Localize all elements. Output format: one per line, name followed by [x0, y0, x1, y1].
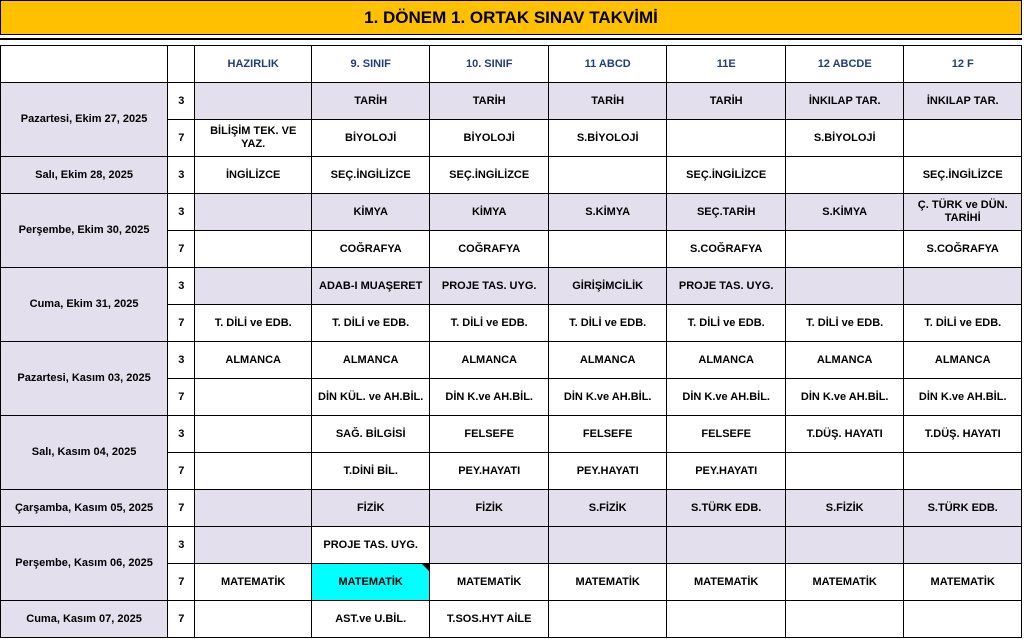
exam-cell[interactable]: T.DÜŞ. HAYATI [904, 416, 1022, 453]
exam-cell[interactable]: PEY.HAYATI [548, 453, 667, 490]
header-row [1, 46, 1022, 83]
date-cell[interactable]: Pazartesi, Kasım 03, 2025 [1, 342, 168, 416]
header-slot [168, 46, 195, 83]
column-header[interactable]: 10. SINIF [430, 46, 549, 83]
exam-cell[interactable] [195, 527, 311, 564]
exam-cell[interactable] [195, 379, 311, 416]
exam-cell[interactable]: DİN K.ve AH.BİL. [785, 379, 904, 416]
column-header[interactable]: 12 ABCDE [785, 46, 904, 83]
exam-cell[interactable] [195, 83, 311, 120]
exam-cell[interactable]: SEÇ.TARİH [667, 194, 786, 231]
exam-cell[interactable]: TARİH [430, 83, 549, 120]
exam-cell[interactable]: S.COĞRAFYA [904, 231, 1022, 268]
schedule-row [1, 194, 1022, 231]
exam-cell[interactable]: T.DÜŞ. HAYATI [785, 416, 904, 453]
exam-cell[interactable] [195, 416, 311, 453]
exam-cell[interactable] [904, 601, 1022, 638]
exam-cell[interactable] [195, 490, 311, 527]
exam-cell[interactable]: MATEMATİK [904, 564, 1022, 601]
slot-cell[interactable]: 7 [168, 564, 195, 601]
exam-cell[interactable] [195, 601, 311, 638]
page-title: 1. DÖNEM 1. ORTAK SINAV TAKVİMİ [0, 0, 1022, 35]
exam-cell[interactable]: S.BİYOLOJİ [785, 120, 904, 157]
exam-cell[interactable]: S.KİMYA [785, 194, 904, 231]
slot-cell[interactable]: 3 [168, 83, 195, 120]
date-cell[interactable]: Pazartesi, Ekim 27, 2025 [1, 83, 168, 157]
exam-cell[interactable]: T.DİNİ BİL. [311, 453, 430, 490]
slot-cell[interactable]: 3 [168, 342, 195, 379]
date-cell[interactable]: Cuma, Ekim 31, 2025 [1, 268, 168, 342]
exam-cell[interactable]: ALMANCA [195, 342, 311, 379]
exam-cell[interactable]: TARİH [311, 83, 430, 120]
schedule-row [1, 490, 1022, 527]
exam-cell[interactable]: T. DİLİ ve EDB. [785, 305, 904, 342]
exam-cell[interactable]: ALMANCA [430, 342, 549, 379]
exam-cell[interactable]: AST.ve U.BİL. [311, 601, 430, 638]
exam-cell[interactable]: GİRİŞİMCİLİK [548, 268, 667, 305]
title-divider [0, 38, 1022, 40]
exam-cell[interactable]: PROJE TAS. UYG. [311, 527, 430, 564]
slot-cell[interactable]: 7 [168, 379, 195, 416]
slot-cell[interactable]: 3 [168, 527, 195, 564]
exam-cell[interactable]: İNKILAP TAR. [785, 83, 904, 120]
date-cell[interactable]: Salı, Kasım 04, 2025 [1, 416, 168, 490]
slot-cell[interactable]: 7 [168, 601, 195, 638]
schedule-row [1, 416, 1022, 453]
exam-cell[interactable]: FELSEFE [548, 416, 667, 453]
exam-cell[interactable] [548, 157, 667, 194]
date-cell[interactable]: Perşembe, Kasım 06, 2025 [1, 527, 168, 601]
slot-cell[interactable]: 7 [168, 120, 195, 157]
exam-cell[interactable]: MATEMATİK [311, 564, 430, 601]
column-header[interactable]: 11E [667, 46, 786, 83]
exam-cell[interactable] [785, 453, 904, 490]
slot-cell[interactable]: 7 [168, 453, 195, 490]
exam-cell[interactable]: S.TÜRK EDB. [667, 490, 786, 527]
exam-cell[interactable]: DİN KÜL. ve AH.BİL. [311, 379, 430, 416]
exam-cell[interactable]: DİN K.ve AH.BİL. [667, 379, 786, 416]
exam-cell[interactable]: S.FİZİK [548, 490, 667, 527]
exam-cell[interactable]: MATEMATİK [195, 564, 311, 601]
slot-cell[interactable]: 3 [168, 194, 195, 231]
exam-cell[interactable]: T. DİLİ ve EDB. [311, 305, 430, 342]
slot-cell[interactable]: 7 [168, 490, 195, 527]
exam-cell[interactable]: T.SOS.HYT AİLE [430, 601, 549, 638]
slot-cell[interactable]: 3 [168, 157, 195, 194]
column-header[interactable]: HAZIRLIK [195, 46, 311, 83]
exam-cell[interactable]: ALMANCA [667, 342, 786, 379]
exam-cell[interactable]: S.COĞRAFYA [667, 231, 786, 268]
exam-cell[interactable]: ALMANCA [904, 342, 1022, 379]
header-corner [1, 46, 168, 83]
exam-cell[interactable] [904, 453, 1022, 490]
exam-cell[interactable]: KİMYA [430, 194, 549, 231]
exam-cell[interactable]: PROJE TAS. UYG. [667, 268, 786, 305]
exam-cell[interactable]: KİMYA [311, 194, 430, 231]
exam-cell[interactable]: S.TÜRK EDB. [904, 490, 1022, 527]
exam-cell[interactable] [785, 157, 904, 194]
exam-cell[interactable] [667, 601, 786, 638]
schedule-row [1, 342, 1022, 379]
exam-cell[interactable] [904, 268, 1022, 305]
column-header[interactable]: 11 ABCD [548, 46, 667, 83]
schedule-row [1, 83, 1022, 120]
exam-cell[interactable]: COĞRAFYA [311, 231, 430, 268]
exam-cell[interactable] [195, 194, 311, 231]
exam-cell[interactable] [548, 527, 667, 564]
exam-cell[interactable] [195, 268, 311, 305]
exam-cell[interactable] [195, 453, 311, 490]
exam-cell[interactable]: T. DİLİ ve EDB. [195, 305, 311, 342]
exam-cell[interactable]: BİYOLOJİ [311, 120, 430, 157]
exam-cell[interactable]: İNKILAP TAR. [904, 83, 1022, 120]
exam-cell[interactable] [785, 601, 904, 638]
exam-cell[interactable]: COĞRAFYA [430, 231, 549, 268]
schedule-row [1, 601, 1022, 638]
schedule-row [1, 268, 1022, 305]
date-cell[interactable]: Salı, Ekim 28, 2025 [1, 157, 168, 194]
exam-cell[interactable] [195, 231, 311, 268]
exam-cell[interactable]: DİN K.ve AH.BİL. [548, 379, 667, 416]
exam-cell[interactable] [548, 601, 667, 638]
exam-cell[interactable] [667, 527, 786, 564]
exam-cell[interactable]: SEÇ.İNGİLİZCE [311, 157, 430, 194]
exam-cell[interactable] [548, 231, 667, 268]
exam-cell[interactable]: ALMANCA [311, 342, 430, 379]
slot-cell[interactable]: 7 [168, 231, 195, 268]
date-cell[interactable]: Çarşamba, Kasım 05, 2025 [1, 490, 168, 527]
date-cell[interactable]: Perşembe, Ekim 30, 2025 [1, 194, 168, 268]
schedule-row [1, 157, 1022, 194]
exam-cell[interactable]: T. DİLİ ve EDB. [430, 305, 549, 342]
exam-cell[interactable]: ALMANCA [548, 342, 667, 379]
column-header[interactable]: 12 F [904, 46, 1022, 83]
exam-cell[interactable]: PEY.HAYATI [667, 453, 786, 490]
exam-cell[interactable]: ALMANCA [785, 342, 904, 379]
exam-cell[interactable]: T. DİLİ ve EDB. [548, 305, 667, 342]
exam-cell[interactable] [785, 231, 904, 268]
exam-cell[interactable] [667, 120, 786, 157]
exam-cell[interactable]: BİLİŞİM TEK. VE YAZ. [195, 120, 311, 157]
exam-cell[interactable]: SEÇ.İNGİLİZCE [667, 157, 786, 194]
exam-cell[interactable]: SEÇ.İNGİLİZCE [430, 157, 549, 194]
exam-cell[interactable]: MATEMATİK [785, 564, 904, 601]
exam-cell[interactable]: İNGİLİZCE [195, 157, 311, 194]
exam-cell[interactable]: PEY.HAYATI [430, 453, 549, 490]
schedule-row [1, 527, 1022, 564]
exam-cell[interactable] [430, 527, 549, 564]
exam-cell[interactable]: FELSEFE [430, 416, 549, 453]
exam-cell[interactable]: FİZİK [311, 490, 430, 527]
exam-cell[interactable]: S.FİZİK [785, 490, 904, 527]
exam-cell[interactable] [785, 527, 904, 564]
exam-cell[interactable]: T. DİLİ ve EDB. [667, 305, 786, 342]
exam-cell[interactable]: MATEMATİK [548, 564, 667, 601]
exam-cell[interactable]: Ç. TÜRK ve DÜN. TARİHİ [904, 194, 1022, 231]
exam-cell[interactable]: TARİH [548, 83, 667, 120]
exam-cell[interactable]: SEÇ.İNGİLİZCE [904, 157, 1022, 194]
exam-cell[interactable]: SAĞ. BİLGİSİ [311, 416, 430, 453]
exam-cell[interactable]: TARİH [667, 83, 786, 120]
date-cell[interactable]: Cuma, Kasım 07, 2025 [1, 601, 168, 638]
exam-cell[interactable]: T. DİLİ ve EDB. [904, 305, 1022, 342]
exam-cell[interactable]: PROJE TAS. UYG. [430, 268, 549, 305]
exam-cell[interactable]: MATEMATİK [667, 564, 786, 601]
slot-cell[interactable]: 7 [168, 305, 195, 342]
exam-cell[interactable] [904, 120, 1022, 157]
exam-cell[interactable]: FELSEFE [667, 416, 786, 453]
slot-cell[interactable]: 3 [168, 268, 195, 305]
exam-cell[interactable] [904, 527, 1022, 564]
column-header[interactable]: 9. SINIF [311, 46, 430, 83]
exam-cell[interactable]: ADAB-I MUAŞERET [311, 268, 430, 305]
exam-cell[interactable]: S.KİMYA [548, 194, 667, 231]
exam-cell[interactable]: FİZİK [430, 490, 549, 527]
exam-cell[interactable]: BİYOLOJİ [430, 120, 549, 157]
exam-schedule-table [0, 45, 1022, 638]
exam-cell[interactable]: DİN K.ve AH.BİL. [904, 379, 1022, 416]
exam-cell[interactable]: DİN K.ve AH.BİL. [430, 379, 549, 416]
exam-cell[interactable] [785, 268, 904, 305]
exam-cell[interactable]: S.BİYOLOJİ [548, 120, 667, 157]
exam-cell[interactable]: MATEMATİK [430, 564, 549, 601]
slot-cell[interactable]: 3 [168, 416, 195, 453]
